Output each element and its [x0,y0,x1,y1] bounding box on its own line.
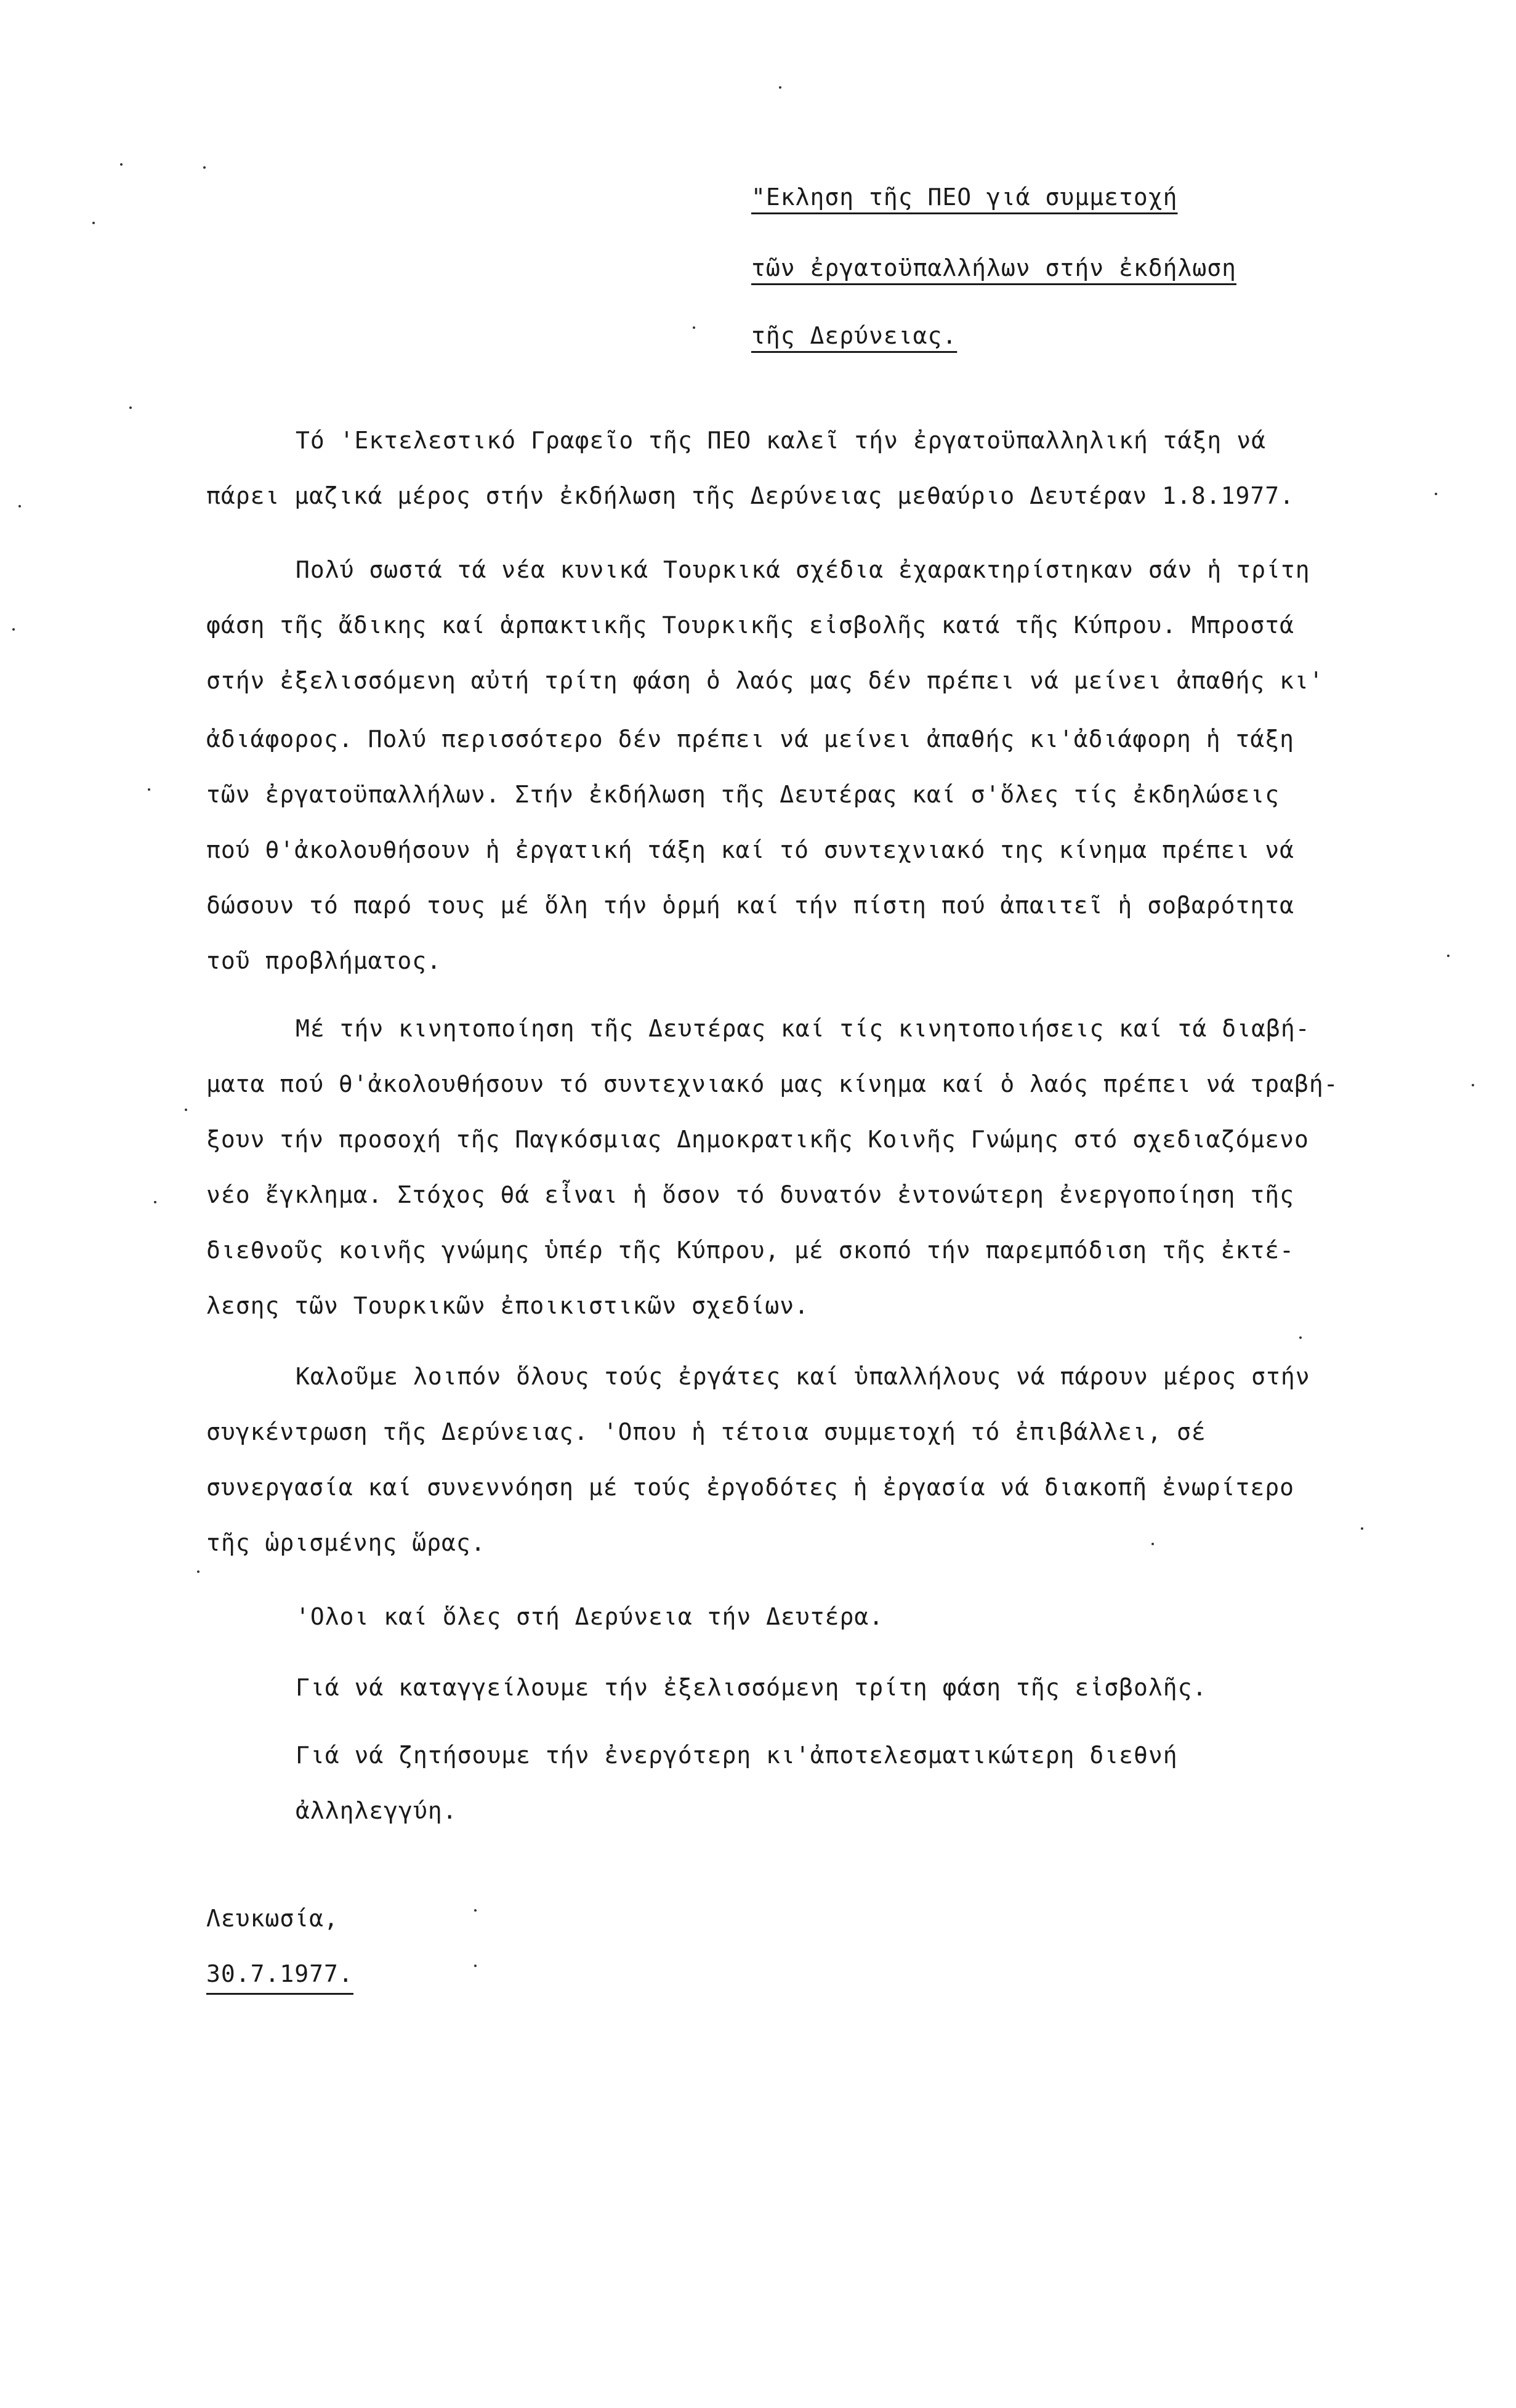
body-line-1: Τό 'Εκτελεστικό Γραφεῖο τῆς ΠΕΟ καλεῖ τήν ἐργατοϋπαλληλική τάξη νά [296,427,1266,454]
body-line-11: Μέ τήν κινητοποίηση τῆς Δευτέρας καί τίς κινητοποιήσεις καί τά διαβή- [296,1015,1310,1042]
scan-speck [154,1201,156,1203]
scan-speck [203,166,206,169]
body-line-10: τοῦ προβλήματος. [206,947,442,974]
body-line-16: λεσης τῶν Τουρκικῶν ἐποικιστικῶν σχεδίων. [206,1292,809,1319]
body-line-3: Πολύ σωστά τά νέα κυνικά Τουρκικά σχέδια ἐχαρακτηρίστηκαν σάν ἡ τρίτη [296,556,1310,583]
title-line-3: τῆς Δερύνειας. [751,322,958,349]
scan-speck [1151,1543,1154,1545]
scan-speck [92,222,95,224]
body-line-14: νέο ἔγκλημα. Στόχος θά εἶναι ἡ ὅσον τό δυνατόν ἐντονώτερη ἐνεργοποίηση τῆς [206,1181,1294,1208]
scan-speck [12,628,15,631]
body-line-22: Γιά νά καταγγείλουμε τήν ἐξελισσόμενη τρίτη φάση τῆς εἰσβολῆς. [296,1674,1208,1701]
body-line-17: Καλοῦμε λοιπόν ὅλους τούς ἐργάτες καί ὑπαλλήλους νά πάρουν μέρος στήν [296,1363,1310,1390]
body-line-23: Γιά νά ζητήσουμε τήν ἐνεργότερη κι'ἀποτελεσματικώτερη διεθνή [296,1742,1178,1769]
body-line-6: ἀδιάφορος. Πολύ περισσότερο δέν πρέπει νά μείνει ἀπαθής κι'ἀδιάφορη ἡ τάξη [206,725,1294,753]
title-line-2: τῶν ἐργατοϋπαλλήλων στήν ἐκδήλωση [751,254,1236,281]
body-line-20: τῆς ὡρισμένης ὥρας. [206,1529,486,1556]
title-line-1: "Εκληση τῆς ΠΕΟ γιά συμμετοχή [751,184,1178,211]
body-line-12: ματα πού θ'ἀκολουθήσουν τό συντεχνιακό μας κίνημα καί ὁ λαός πρέπει νά τραβή- [206,1070,1339,1097]
scan-speck [129,406,132,409]
body-line-15: διεθνοῦς κοινῆς γνώμης ὑπέρ τῆς Κύπρου, μέ σκοπό τήν παρεμπόδιση τῆς ἐκτέ- [206,1237,1294,1264]
body-line-13: ξουν τήν προσοχή τῆς Παγκόσμιας Δημοκρατικῆς Κοινῆς Γνώμης στό σχεδιαζόμενο [206,1126,1309,1153]
signature-place: Λευκωσία, [206,1905,339,1932]
body-line-9: δώσουν τό παρό τους μέ ὅλη τήν ὁρμή καί τήν πίστη πού ἀπαιτεῖ ἡ σοβαρότητα [206,892,1294,919]
scan-speck [779,86,781,89]
scan-speck [1361,1527,1363,1530]
scan-speck [1472,1084,1474,1086]
body-line-4: φάση τῆς ἄδικης καί ἁρπακτικῆς Τουρκικῆς εἰσβολῆς κατά τῆς Κύπρου. Μπροστά [206,612,1294,639]
scan-speck [474,1965,477,1967]
scan-speck [148,788,150,791]
scan-speck [474,1909,477,1912]
signature-date: 30.7.1977. [206,1958,353,1995]
body-line-24: ἀλληλεγγύη. [296,1797,458,1824]
body-line-21: 'Ολοι καί ὅλες στή Δερύνεια τήν Δευτέρα. [296,1603,884,1630]
scan-speck [197,1570,200,1573]
body-line-8: πού θ'ἀκολουθήσουν ἡ ἐργατική τάξη καί τό συντεχνιακό της κίνημα πρέπει νά [206,836,1294,863]
scan-speck [1299,1336,1302,1339]
scan-speck [120,163,123,166]
scan-speck [18,505,21,507]
body-line-18: συγκέντρωση τῆς Δερύνειας. 'Οπου ἡ τέτοια συμμετοχή τό ἐπιβάλλει, σέ [206,1418,1206,1445]
scan-speck [1435,493,1437,495]
scan-speck [185,1109,187,1111]
scan-speck [1447,955,1449,957]
body-line-5: στήν ἐξελισσόμενη αὐτή τρίτη φάση ὁ λαός μας δέν πρέπει νά μείνει ἀπαθής κι' [206,667,1324,694]
body-line-2: πάρει μαζικά μέρος στήν ἐκδήλωση τῆς Δερύνειας μεθαύριο Δευτέραν 1.8.1977. [206,482,1294,509]
scan-speck [693,326,695,329]
body-line-19: συνεργασία καί συνεννόηση μέ τούς ἐργοδότες ἡ ἐργασία νά διακοπῆ ἐνωρίτερο [206,1474,1294,1501]
body-line-7: τῶν ἐργατοϋπαλλήλων. Στήν ἐκδήλωση τῆς Δευτέρας καί σ'ὅλες τίς ἐκδηλώσεις [206,781,1280,808]
